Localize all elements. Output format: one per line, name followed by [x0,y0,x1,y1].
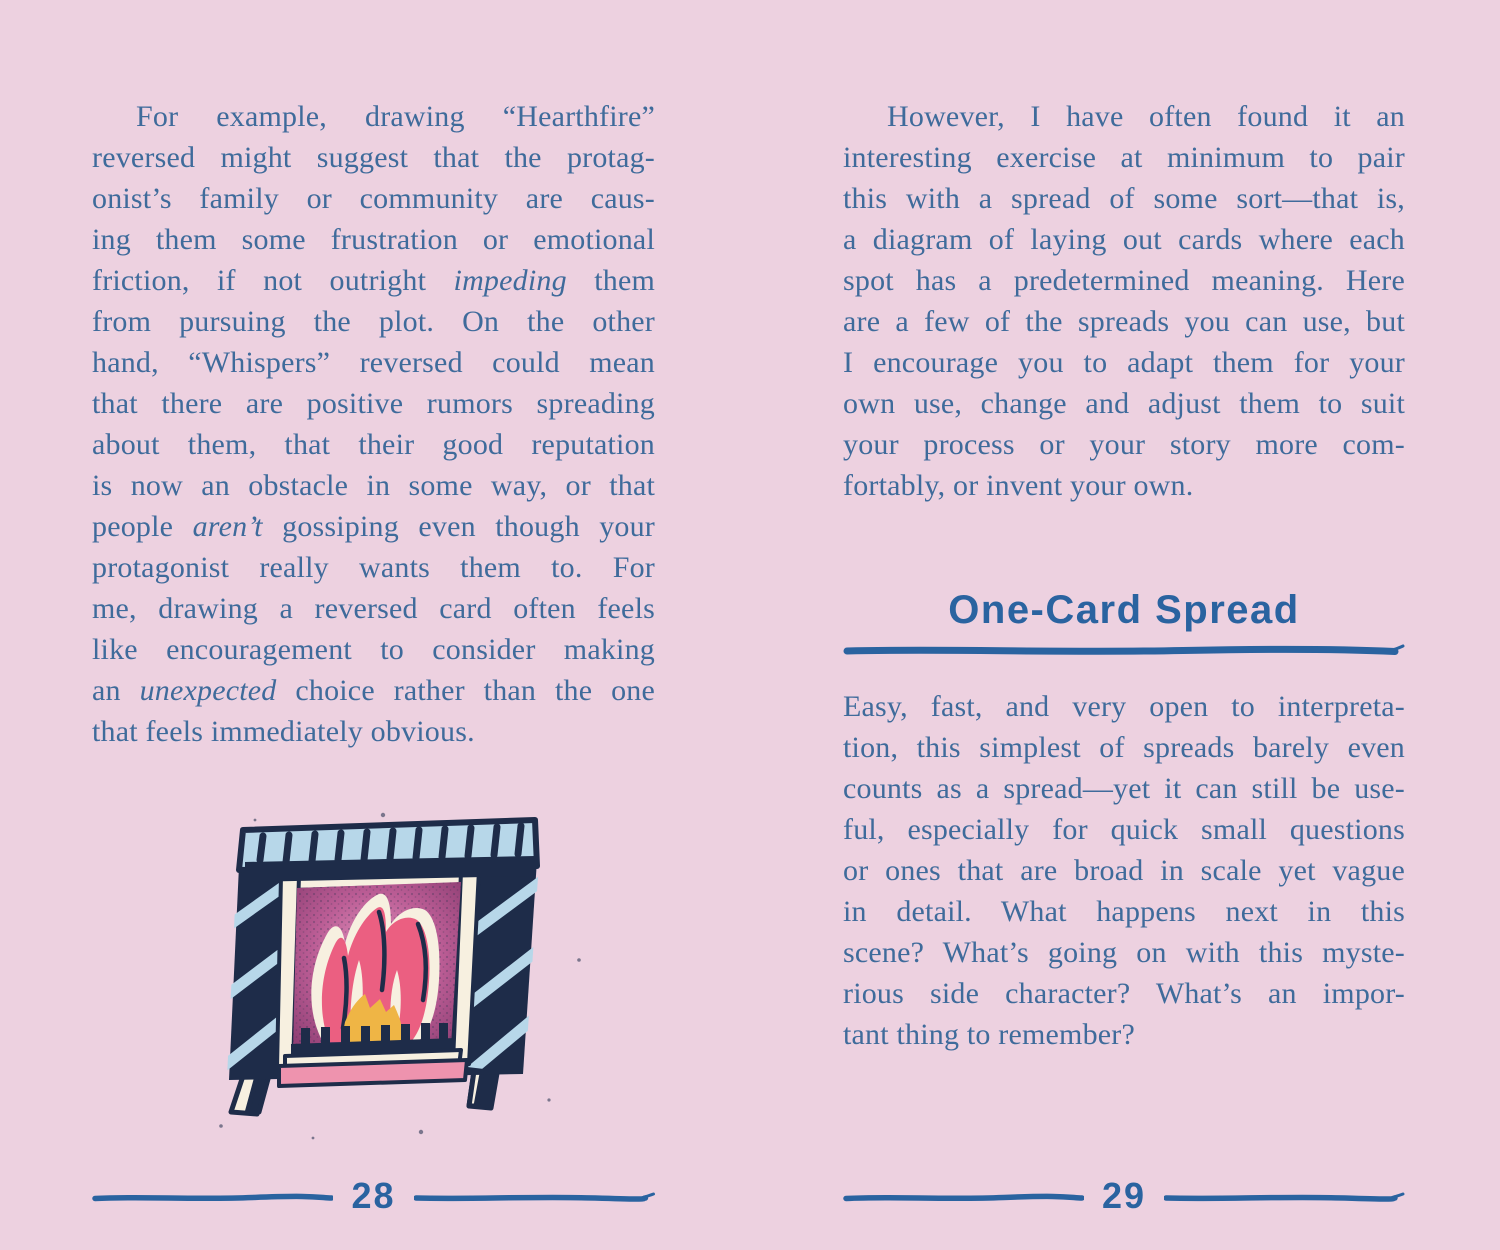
text-line: scene? What’s going on with this myste- [843,936,1405,969]
text-line: in detail. What happens next in this [843,895,1405,928]
section-heading: One-Card Spread [948,588,1300,632]
text-line: tant thing to remember? [843,1018,1136,1051]
text-line: from pursuing the plot. On the other [92,305,655,338]
text-line: I encourage you to adapt them for your [843,346,1405,379]
text-line: rious side character? What’s an impor- [843,977,1405,1010]
page-number: 28 [351,1175,396,1216]
mantel [239,820,537,882]
text-line: or ones that are broad in scale yet vague [843,854,1405,887]
text-line: Easy, fast, and very open to interpreta- [843,690,1405,723]
text-line: me, drawing a reversed card often feels [92,592,655,625]
right-page-paragraph-2 [843,686,1405,1055]
hearth [279,1050,467,1086]
footer-rule-left [92,1192,333,1204]
text-line: a diagram of laying out cards where each [843,223,1405,256]
text-line: ing them some frustration or emotional [92,223,655,256]
page-number: 29 [1101,1175,1147,1216]
text-line: your process or your story more com- [843,428,1405,461]
text-line: tion, this simplest of spreads barely even [843,731,1405,764]
text-line: hand, “Whispers” reversed could mean [92,346,655,379]
text-line: like encouragement to consider making [92,633,655,666]
text-line: spot has a predetermined meaning. Here [843,264,1405,297]
text-line: about them, that their good reputation [92,428,655,461]
text-line: that feels immediately obvious. [92,715,475,748]
footer-rule-left [843,1192,1084,1204]
text-line: is now an obstacle in some way, or that [92,469,655,502]
text-line: For example, drawing “Hearthfire” [136,100,655,133]
footer-rule-right [414,1192,655,1204]
text-line: protagonist really wants them to. For [92,551,655,584]
text-line: people aren’t gossiping even though your [92,510,655,543]
text-line: interesting exercise at minimum to pair [843,141,1405,174]
text-line: counts as a spread—yet it can still be use- [843,772,1405,805]
left-page-paragraph [92,96,655,752]
firebox [291,882,461,1060]
text-line: reversed might suggest that the protag- [92,141,655,174]
section-heading-rule [843,644,1405,658]
right-page-paragraph-1 [843,96,1405,506]
text-line: ful, especially for quick small questions [843,813,1405,846]
right-page-footer [843,1176,1405,1220]
text-line: this with a spread of some sort—that is, [843,182,1405,215]
text-line: that there are positive rumors spreading [92,387,655,420]
text-line: friction, if not outright impeding them [92,264,655,297]
text-line: onist’s family or community are caus- [92,182,655,215]
left-page-footer [92,1176,655,1220]
text-line: an unexpected choice rather than the one [92,674,655,707]
text-line: own use, change and adjust them to suit [843,387,1405,420]
text-line: However, I have often found it an [887,100,1405,133]
hearthfire-stove-illustration [193,808,595,1144]
text-line: are a few of the spreads you can use, but [843,305,1405,338]
text-line: fortably, or invent your own. [843,469,1194,502]
footer-rule-right [1164,1192,1405,1204]
